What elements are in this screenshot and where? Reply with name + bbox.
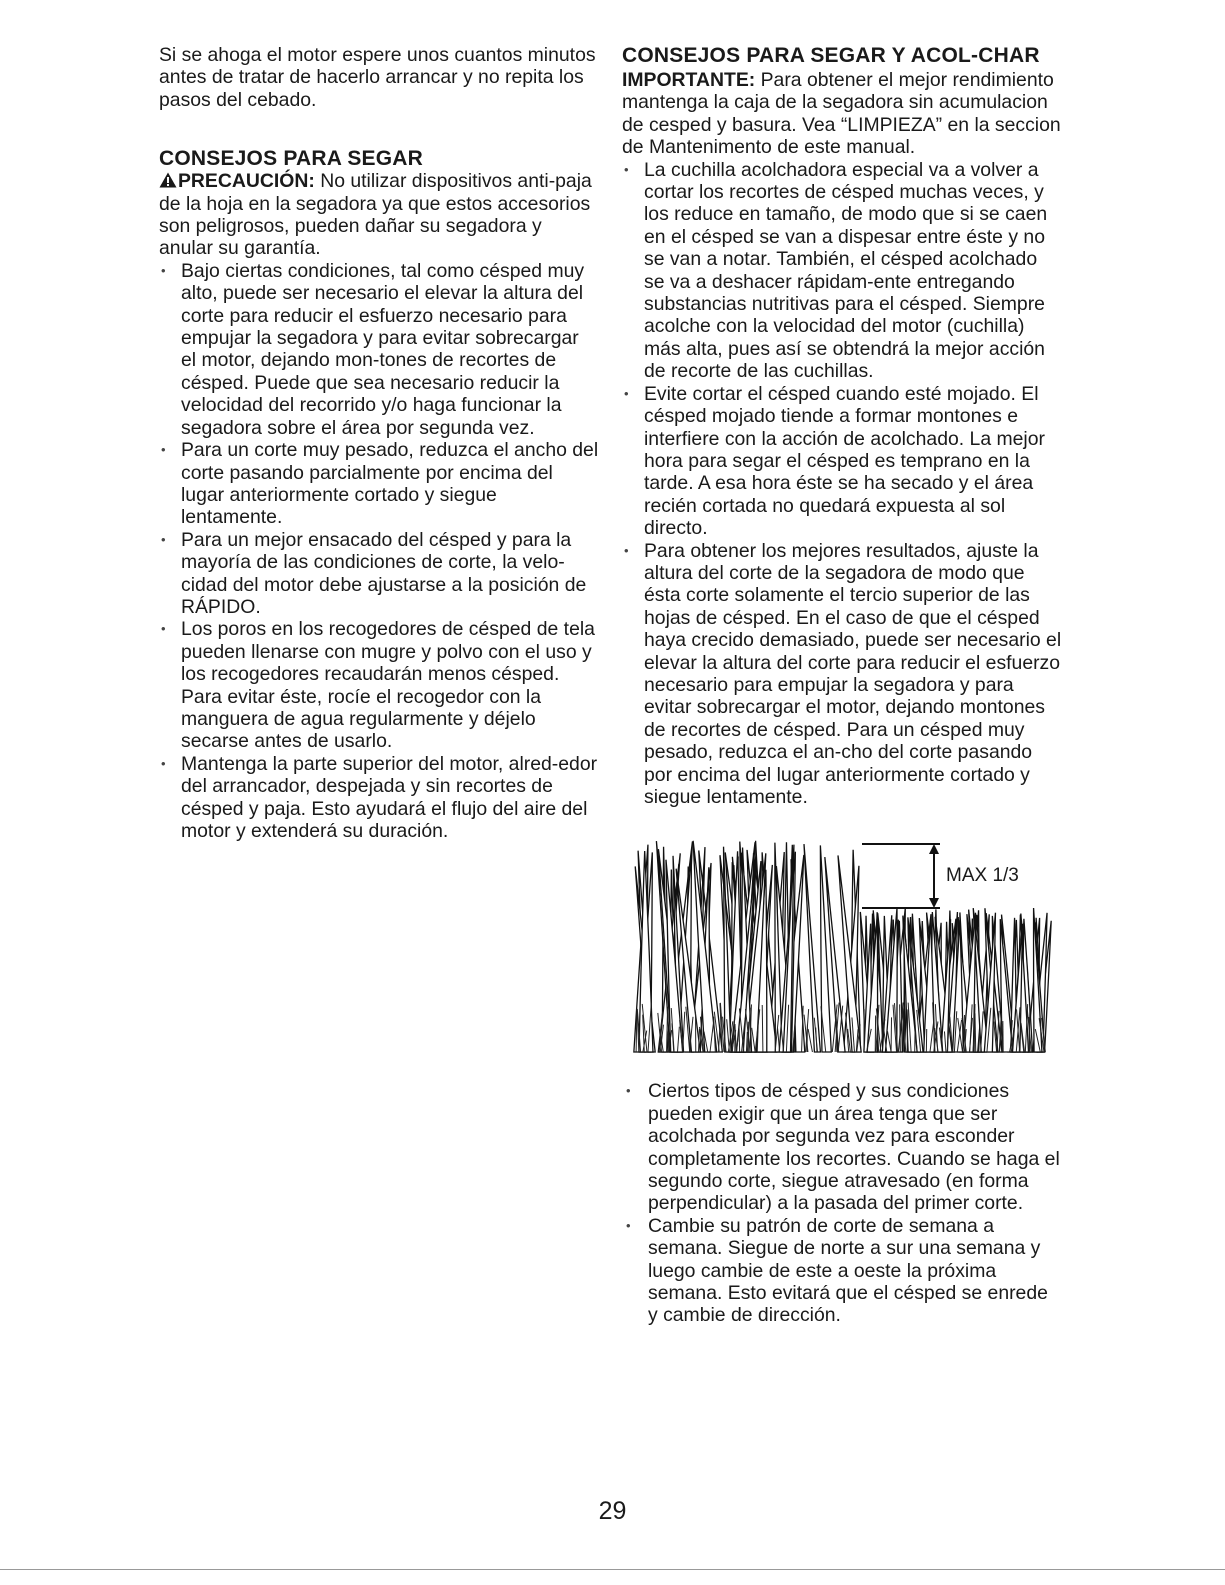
list-item: • La cuchilla acolchadora especial va a volver a cortar los recortes de césped muchas veces, y los reduce en tamaño, de modo que si se caen en el césped se van a dispesar entre éste y no se van a notar. También, el césped acolchado se va a deshacer rápidam-ente entregando substancias nutritivas para el césped. Siempre acolche con la velocidad del motor (cuchilla) más alta, pues así se obtendrá la mejor acción de recorte de las cuchillas. bbox=[622, 159, 1062, 383]
list-item: • Mantenga la parte superior del motor, alred-edor del arrancador, despejada y sin recortes de césped y paja. Esto ayudará el flujo del aire del motor y extenderá su duración. bbox=[159, 753, 599, 843]
important-paragraph bbox=[622, 69, 1062, 159]
arrow-down-icon bbox=[929, 898, 939, 908]
list-item: • Bajo ciertas condiciones, tal como césped muy alto, puede ser necesario el elevar la altura del corte para reducir el esfuerzo necesario para empujar la segadora y para evitar sobrecargar el motor, dejando mon-tones de recortes de césped. Puede que sea necesario reducir la velocidad del recorrido y/o haga funcionar la segadora sobre el área por segunda vez. bbox=[159, 260, 599, 439]
caution-paragraph bbox=[159, 170, 599, 260]
grass-blade bbox=[1000, 919, 1012, 1052]
flood-advice-paragraph: Si se ahoga el motor espere unos cuantos minutos antes de tratar de hacerlo arrancar y no repita los pasos del cebado. bbox=[159, 44, 596, 111]
bottom-divider bbox=[0, 1569, 1225, 1570]
grass-shade-stroke bbox=[762, 1005, 763, 1052]
left-column bbox=[159, 44, 599, 842]
caution-text: No utilizar dispositivos anti-paja de la hoja en la segadora ya que estos accesorios son peligrosos, pueden dañar su segadora y anular su garantía. bbox=[159, 170, 592, 260]
list-item: • Ciertos tipos de césped y sus condiciones pueden exigir que un área tenga que ser acolchada por segunda vez para esconder completamente los recortes. Cuando se haga el segundo corte, siegue atravesado (en forma perpendicular) a la pasada del primer corte. bbox=[622, 1080, 1062, 1214]
grass-cut-height-illustration bbox=[622, 830, 1062, 1060]
additional-tips-list bbox=[622, 1080, 1062, 1326]
right-column bbox=[622, 44, 1062, 1327]
mowing-tips-list bbox=[159, 260, 599, 843]
list-item: • Para un corte muy pesado, reduzca el ancho del corte pasando parcialmente por encima del lugar anteriormente cortado y siegue lentamente. bbox=[159, 439, 599, 529]
list-item: • Para un mejor ensacado del césped y para la mayoría de las condiciones de corte, la velo-cidad del motor debe ajustarse a la posición de RÁPIDO. bbox=[159, 529, 599, 619]
max-one-third-label: MAX 1/3 bbox=[946, 865, 1019, 887]
mulching-tips-list bbox=[622, 159, 1062, 809]
mowing-tips-heading: CONSEJOS PARA SEGAR bbox=[159, 147, 424, 171]
list-item: • Los poros en los recogedores de césped de tela pueden llenarse con mugre y polvo con el uso y los recogedores recaudarán menos césped. Para evitar éste, rocíe el recogedor con la manguera de agua regularmente y déjelo secarse antes de usarlo. bbox=[159, 618, 599, 752]
mulching-tips-heading: CONSEJOS PARA SEGAR Y ACOL-CHAR bbox=[622, 44, 1040, 67]
page-number: 29 bbox=[598, 1497, 627, 1525]
warning-triangle-icon bbox=[159, 172, 177, 188]
grass-blade bbox=[804, 845, 820, 1053]
arrow-up-icon bbox=[929, 844, 939, 854]
important-text: Para obtener el mejor rendimiento mantenga la caja de la segadora sin acumulacion de cesped y basura. Vea “LIMPIEZA” en la seccion de Mantenimento de este manual. bbox=[622, 69, 1061, 159]
list-item: • Evite cortar el césped cuando esté mojado. El césped mojado tiende a formar montones e interfiere con la acción de acolchado. La mejor hora para segar el césped es temprano en la tarde. A esa hora éste se ha secado y el área recién cortada no quedará expuesta al sol directo. bbox=[622, 383, 1062, 540]
list-item: • Cambie su patrón de corte de semana a semana. Siegue de norte a sur una semana y luego cambie de este a oeste la próxima semana. Esto evitará que el césped se enrede y cambie de dirección. bbox=[622, 1215, 1062, 1327]
list-item: • Para obtener los mejores resultados, ajuste la altura del corte de la segadora de modo que ésta corte solamente el tercio superior de las hojas de césped. En el caso de que el césped haya crecido demasiado, puede ser necesario el elevar la altura del corte para reducir el esfuerzo necesario para empujar la segadora y para evitar sobrecargar el motor, dejando montones de recortes de césped. Para un césped muy pesado, reduzca el an-cho del corte pasando por encima del lugar anteriormente cortado y siegue lentamente. bbox=[622, 540, 1062, 809]
caution-label: PRECAUCIÓN: bbox=[178, 170, 315, 193]
important-label: IMPORTANTE: bbox=[622, 69, 756, 91]
grass-shade-stroke bbox=[808, 1029, 812, 1052]
